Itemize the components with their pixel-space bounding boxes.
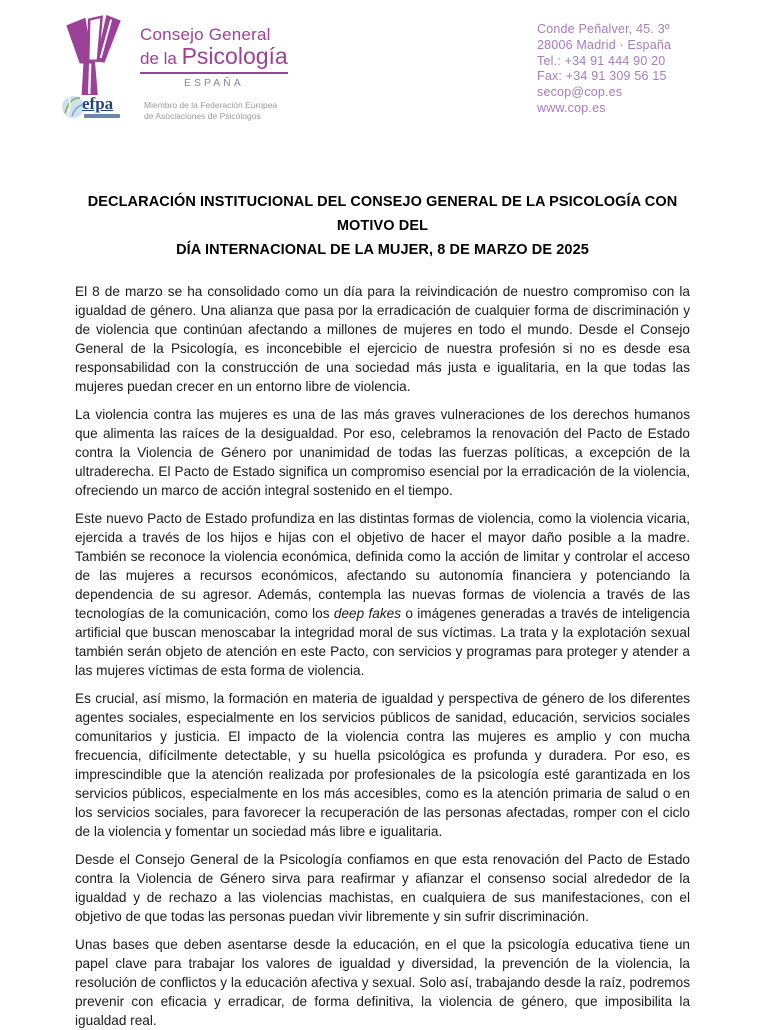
contact-email: secop@cop.es — [537, 85, 623, 100]
org-name-main: Psicología — [181, 43, 288, 69]
efpa-smallprint-bar — [84, 114, 120, 118]
paragraph-2: La violencia contra las mujeres es una de las más graves vulneraciones de los derechos humanos que alimenta las raíces de la desigualdad. Por eso, celebramos la renovación del Pacto de Estado contra la Violencia de Género por unanimidad de todas las fuerzas políticas, a excepción de la ultraderecha. El Pacto de Estado significa un compromiso esencial por la erradicación de la violencia, ofreciendo un marco de acción integral sostenido en el tiempo. — [75, 407, 690, 498]
efpa-membership-text — [144, 93, 277, 121]
efpa-badge — [60, 93, 277, 121]
paragraph-5: Desde el Consejo General de la Psicología confiamos en que esta renovación del Pacto de Estado contra la Violencia de Género sirva para reafirmar y afianzar el consenso social alrededor de la igualdad y de rechazo a las violencias machistas, en cualquiera de sus manifestaciones, con el objetivo de que todas las personas puedan vivir libremente y sin sufrir discriminación. — [75, 852, 690, 924]
title-line1: DECLARACIÓN INSTITUCIONAL DEL CONSEJO GENERAL DE LA PSICOLOGÍA CON MOTIVO DEL — [87, 194, 678, 234]
efpa-wordmark: efpa — [82, 94, 114, 113]
efpa-membership-line2: de Asociaciones de Psicólogos — [144, 110, 261, 121]
org-country: ESPAÑA — [183, 77, 244, 89]
contact-address-line1: Conde Peñalver, 45. 3º — [537, 22, 670, 36]
psychology-council-logo-icon — [56, 12, 132, 96]
org-name-line2: de la Psicología — [140, 44, 288, 74]
paragraph-4: Es crucial, así mismo, la formación en materia de igualdad y perspectiva de género de los diferentes agentes sociales, especialmente en los servicios públicos de sanidad, educación, servicios sociales comunitarios y justicia. El impacto de la violencia contra las mujeres es amplio y con mucha frecuencia, difícilmente detectable, y su huella psicológica es profunda y duradera. Por eso, es imprescindible que la atención realizada por profesionales de la psicología esté garantizada en los servicios públicos, especialmente en los más accesibles, como es la atención primaria de salud o en los servicios sociales, para favorecer la recuperación de las personas afectadas, romper con el ciclo de la violencia y fomentar un sociedad más libre e igualitaria. — [75, 691, 690, 839]
contact-phone: Tel.: +34 91 444 90 20 — [537, 53, 666, 68]
paragraphs — [75, 282, 690, 1030]
paragraph-1: El 8 de marzo se ha consolidado como un día para la reivindicación de nuestro compromiso con la igualdad de género. Una alianza que pasa por la erradicación de cualquier forma de discriminación y de violencia que continúan afectando a millones de mujeres en todo el mundo. Desde el Consejo General de la Psicología, es inconcebible el ejercicio de nuestra profesión si no es desde esa responsabilidad con la construcción de una sociedad más justa e igualitaria, en la que todas las mujeres puedan crecer en un entorno libre de violencia. — [75, 284, 690, 394]
org-wordmark — [140, 12, 288, 96]
org-logo — [56, 12, 288, 96]
paragraph-6: Unas bases que deben asentarse desde la educación, en el que la psicología educativa tiene un papel clave para trabajar los valores de igualdad y diversidad, la prevención de la violencia, la resolución de conflictos y la educación afectiva y sexual. Solo así, trabajando desde la raíz, podremos prevenir con eficacia y erradicar, de forma definitiva, la violencia de género, que imposibilita la igualdad real. — [75, 937, 690, 1028]
paragraph-3: Este nuevo Pacto de Estado profundiza en las distintas formas de violencia, como la violencia vicaria, ejercida a través de los hijos e hijas con el objetivo de hacer el mayor daño posible a la madre. También se reconoce la violencia económica, definida como la acción de limitar y controlar el acceso de las mujeres a recursos económicos, afectando su autonomía financiera y potenciando la dependencia de su agresor. Además, contempla las nuevas formas de violencia a través de las tecnologías de la comunicación, como los deep fakes o imágenes generadas a través de inteligencia artificial que buscan menoscabar la integridad moral de sus víctimas. La trata y la explotación sexual también serán objeto de atención en este Pacto, con servicios y programas para proteger y atender a las mujeres víctimas de esta forma de violencia. — [75, 511, 690, 678]
contact-address-line2: 28006 Madrid · España — [537, 37, 672, 52]
contact-fax: Fax: +34 91 309 56 15 — [537, 69, 667, 84]
document-title — [75, 190, 690, 262]
contact-website: www.cop.es — [537, 100, 606, 115]
contact-block — [537, 22, 671, 117]
efpa-membership-line1: Miembro de la Federación Europea — [144, 100, 278, 110]
org-name-line1: Consejo General — [140, 25, 271, 44]
title-line2: DÍA INTERNACIONAL DE LA MUJER, 8 DE MARZO DE 2025 — [176, 242, 589, 258]
paragraph-3-italic-term: deep fakes — [333, 606, 401, 621]
